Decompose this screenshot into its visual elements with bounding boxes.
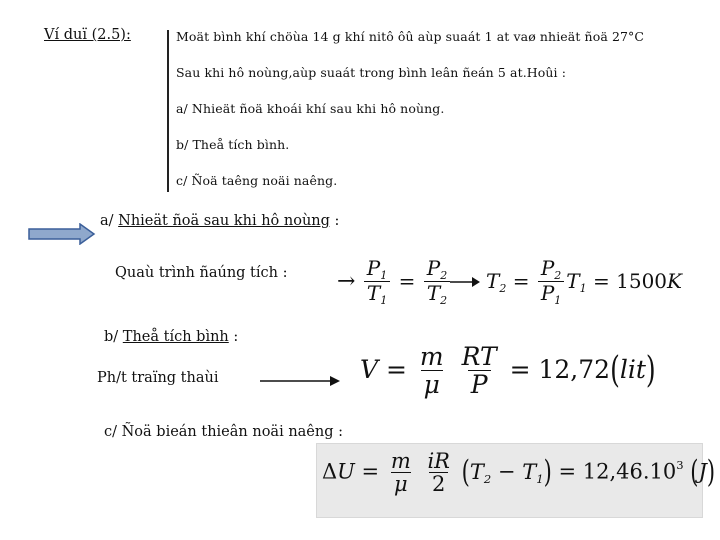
part-a-title: Nhieät ñoä sau khi hô noùng — [118, 213, 330, 229]
problem-line-4: b/ Theå tích bình. — [176, 137, 290, 152]
part-b-suffix: : — [228, 329, 239, 345]
part-a-suffix: : — [329, 213, 340, 229]
arrow-b-icon — [260, 375, 340, 387]
formula-c-exponent: 3 — [676, 457, 684, 472]
example-label — [44, 27, 131, 43]
part-b-heading — [104, 329, 238, 345]
part-a-process-label: Quaù trình ñaúng tích : — [115, 265, 288, 281]
formula-c: ΔU = $\frac{m}{\mu}$ $\frac{iR}{2}$ $(T_2 - T_1) = 12,46.10^3$ (J) — [322, 449, 716, 497]
formula-a-isochoric: → $\frac{P_1}{T_1}$ = $\frac{P_2}{T_2}$ — [337, 258, 452, 307]
part-b-equation-label: Ph/t traïng thaùi — [97, 370, 219, 386]
formula-a-result: $T_2$ = $\frac{P_2}{P_1}$ $T_1 = 1500K$ — [486, 256, 682, 308]
problem-line-5: c/ Ñoä taêng noäi naêng. — [176, 173, 338, 188]
problem-divider — [167, 30, 169, 192]
arrow-a-icon — [450, 276, 480, 288]
example-label-text: Ví duï (2.5): — [44, 27, 131, 43]
formula-c-value: 12,46.10 — [582, 459, 677, 484]
part-b-prefix: b/ — [104, 329, 123, 345]
problem-line-1: Moät bình khí chöùa 14 g khí nitô ôû aùp suaát 1 at vaø nhieät ñoä 27°C — [176, 29, 645, 44]
formula-c-unit: J — [698, 459, 707, 484]
block-arrow-icon — [28, 223, 96, 245]
problem-line-3: a/ Nhieät ñoä khoái khí sau khi hô noùng. — [176, 101, 445, 116]
formula-b: V = $\frac{m}{\mu}$ $\frac{RT}{P}$ = 12,72(lit) — [360, 342, 656, 400]
formula-b-value: 12,72 — [538, 354, 611, 384]
problem-line-2: Sau khi hô noùng,aùp suaát trong bình leân ñeán 5 at.Hoûi : — [176, 65, 567, 80]
part-a-heading — [100, 213, 339, 229]
formula-b-unit: lit — [619, 354, 646, 384]
part-a-prefix: a/ — [100, 213, 119, 229]
formula-a-value: 1500 — [616, 269, 668, 294]
part-b-title: Theå tích bình — [122, 329, 229, 345]
part-c-label: c/ Ñoä bieán thieân noäi naêng : — [104, 424, 343, 440]
